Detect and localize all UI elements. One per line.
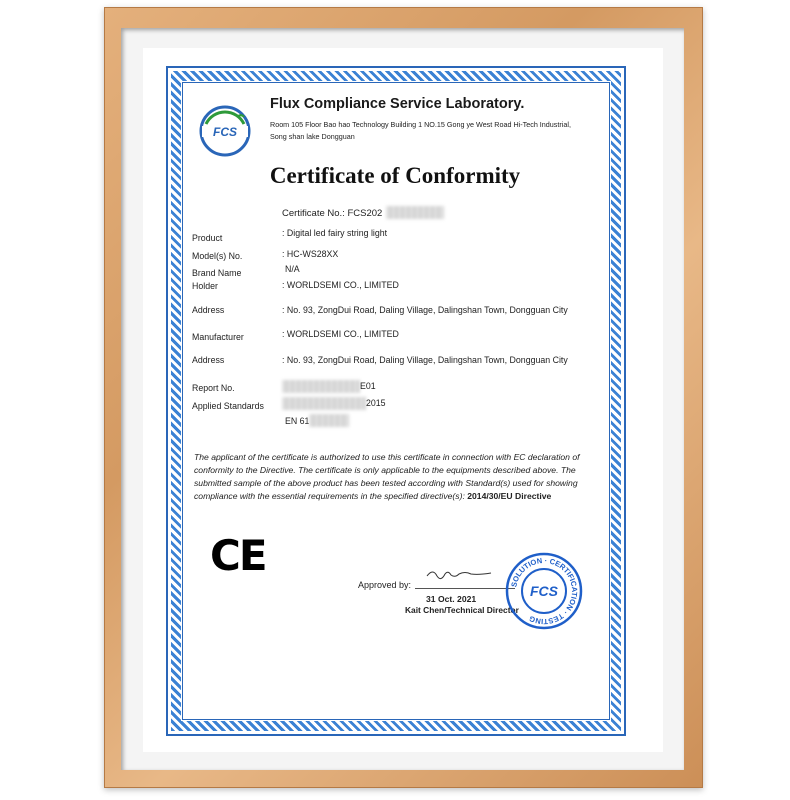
product-value: : Digital led fairy string light [282,228,388,238]
approved-by-label: Approved by: [358,580,412,590]
standards-value-line2: EN 61 [285,416,310,426]
conformity-statement [194,451,614,503]
holder-address-label: Address [192,305,225,315]
signature-line [415,588,515,589]
manufacturer-address-value: : No. 93, ZongDui Road, Daling Village, Dalingshan Town, Dongguan City [282,355,568,365]
standards-label: Applied Standards [192,401,264,411]
statement-directive: 2014/30/EU Directive [467,491,552,501]
redaction-report-no [282,380,360,393]
statement-text: The applicant of the certificate is authorized to use this certificate in connection with EC declaration of conformity to the Directive. The certificate is only applicable to the equipments described above. The submitted sample of the above product has been tested according with Standard(s) used for showing compliance with the essential requirements in the specified directive(s): [194,452,580,501]
redaction-standards [282,397,366,410]
manufacturer-value: : WORLDSEMI CO., LIMITED [282,329,399,339]
fcs-logo-icon [198,104,252,158]
report-no-value: E01 [360,381,376,391]
lab-address-line2: Song shan lake Dongguan [270,132,355,141]
ce-mark: CE [210,531,266,580]
holder-label: Holder [192,281,218,291]
model-value: : HC-WS28XX [282,249,339,259]
model-label: Model(s) No. [192,251,243,261]
lab-name: Flux Compliance Service Laboratory. [270,96,525,112]
manufacturer-label: Manufacturer [192,332,244,342]
standards-value-line1: 2015 [366,398,386,408]
approval-date: 31 Oct. 2021 [426,594,477,604]
certificate-title: Certificate of Conformity [269,163,521,188]
holder-value: : WORLDSEMI CO., LIMITED [282,280,399,290]
lab-address-line1: Room 105 Floor Bao hao Technology Building 1 NO.15 Gong ye West Road Hi-Tech Industrial, [270,120,571,129]
stamp-center-text: FCS [530,583,558,599]
redaction-certificate-no [386,206,444,219]
report-no-label: Report No. [192,383,235,393]
signer-name: Kait Chen/Technical Director [405,605,519,615]
certification-stamp-icon [505,552,583,630]
holder-address-value: : No. 93, ZongDui Road, Daling Village, Dalingshan Town, Dongguan City [282,305,568,315]
certificate-number: Certificate No.: FCS202 [282,208,383,219]
fcs-logo-text: FCS [213,125,237,139]
brand-value: N/A [285,264,300,274]
brand-label: Brand Name [192,268,242,278]
signature-icon [425,566,495,582]
redaction-standards-2 [309,414,349,427]
product-label: Product [192,233,223,243]
stamp-ring-text: SOLUTION · CERTIFICATION · TESTING [509,555,580,627]
manufacturer-address-label: Address [192,355,225,365]
